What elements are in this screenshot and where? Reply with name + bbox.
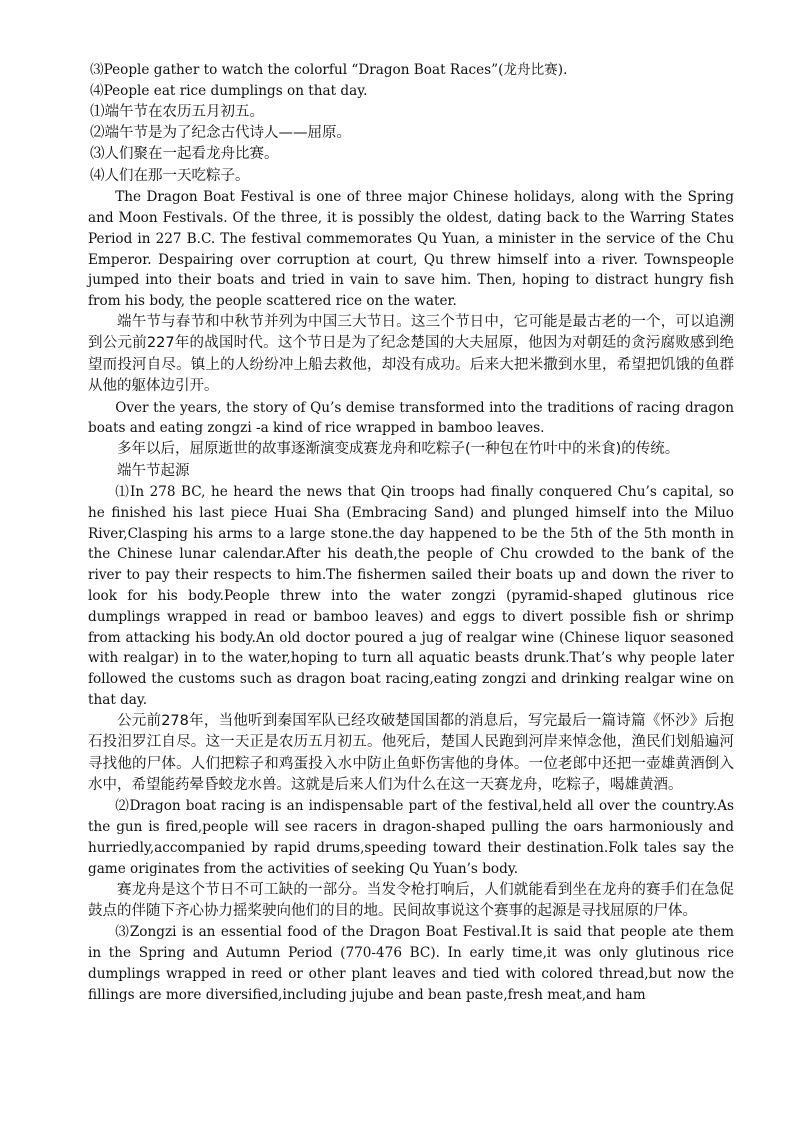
list-item: ⑷People eat rice dumplings on that day. — [90, 82, 368, 99]
section-heading: 端午节起源 — [117, 462, 190, 479]
list-item: ⑶People gather to watch the colorful “Dragon Boat Races”(龙舟比赛). — [90, 62, 568, 78]
list-item: ⑷人们在那一天吃粽子。 — [90, 167, 250, 184]
paragraph-years-en: Over the years, the story of Qu’s demise transformed into the traditions of racing dragon boats and eating zongzi -a kind of rice wrapped in bamboo leaves. — [88, 399, 734, 437]
list-item: ⑶人们聚在一起看龙舟比赛。 — [90, 146, 279, 163]
paragraph-origin1-cn: 公元前278年，当他听到秦国军队已经攻破楚国国都的消息后，写完最后一篇诗篇《怀沙》后抱石投汨罗江自尽。这一天正是农历五月初五。他死后，楚国人民跑到河岸来悼念他，渔民们划船遍河寻找他的尸体。人们把粽子和鸡蛋投入水中防止鱼虾伤害他的身体。一位老郎中还把一壶雄黄酒倒入水中，希望能药晕昏蛟龙水兽。这就是后来人们为什么在这一天赛龙舟，吃粽子，喝雄黄酒。 — [88, 712, 734, 794]
paragraph-origin2-cn: 赛龙舟是这个节日不可工缺的一部分。当发令枪打响后，人们就能看到坐在龙舟的赛手们在急促鼓点的伴随下齐心协力摇桨驶向他们的目的地。民间故事说这个赛事的起源是寻找屈原的尸体。 — [88, 881, 734, 920]
document-page — [88, 60, 734, 1006]
paragraph-intro-en: The Dragon Boat Festival is one of three major Chinese holidays, along with the Spring and Moon Festivals. Of the three, it is possibly the oldest, dating back to the Warring States Period in 227 B.C. The festival commemorates Qu Yuan, a minister in the service of the Chu Emperor. Despairing over corruption at court, Qu threw himself into a river. Townspeople jumped into their boats and tried in vain to save him. Then, hoping to distract hungry fish from his body, the people scattered rice on the water. — [88, 189, 734, 310]
list-item: ⑵端午节是为了纪念古代诗人——屈原。 — [90, 125, 351, 141]
paragraph-origin1-en: ⑴In 278 BC, he heard the news that Qin troops had finally conquered Chu’s capital, so he finished his last piece Huai Sha (Embracing Sand) and plunged himself into the Miluo River,Clasping his arms to a large stone.the day happened to be the 5th of the 5th month in the Chinese lunar calendar.After his death,the people of Chu crowded to the bank of the river to pay their respects to him.The fishermen sailed their boats up and down the river to look for his body.People threw into the water zongzi (pyramid-shaped glutinous rice dumplings wrapped in read or bamboo leaves) and eggs to divert possible fish or shrimp from attacking his body.An old doctor poured a jug of realgar wine (Chinese liquor seasoned with realgar) in to the water,hoping to turn all aquatic beasts drunk.That’s why people later followed the customs such as dragon boat racing,eating zongzi and drinking realgar wine on that day. — [88, 484, 734, 708]
paragraph-intro-cn: 端午节与春节和中秋节并列为中国三大节日。这三个节日中，它可能是最古老的一个，可以追溯到公元前227年的战国时代。这个节日是为了纪念楚国的大夫屈原，他因为对朝廷的贪污腐败感到绝望而投河自尽。镇上的人纷纷冲上船去救他，却没有成功。后来大把米撒到水里，希望把饥饿的鱼群从他的躯体边引开。 — [88, 314, 734, 395]
list-item: ⑴端午节在农历五月初五。 — [90, 103, 264, 120]
paragraph-origin2-en: ⑵Dragon boat racing is an indispensable part of the festival,held all over the country.As the gun is fired,people will see racers in dragon-shaped pulling the oars harmoniously and hurriedly,accompanied by rapid drums,speeding toward their destination.Folk tales say the game originates from the activities of seeking Qu Yuan’s body. — [88, 798, 734, 877]
paragraph-years-cn: 多年以后，屈原逝世的故事逐渐演变成赛龙舟和吃粽子(一种包在竹叶中的米食)的传统。 — [117, 441, 680, 458]
paragraph-origin3-en: ⑶Zongzi is an essential food of the Dragon Boat Festival.It is said that people ate them in the Spring and Autumn Period (770-476 BC). In early time,it was only glutinous rice dumplings wrapped in reed or other plant leaves and tied with colored thread,but now the fillings are more diversified,including jujube and bean paste,fresh meat,and ham — [88, 924, 734, 1003]
